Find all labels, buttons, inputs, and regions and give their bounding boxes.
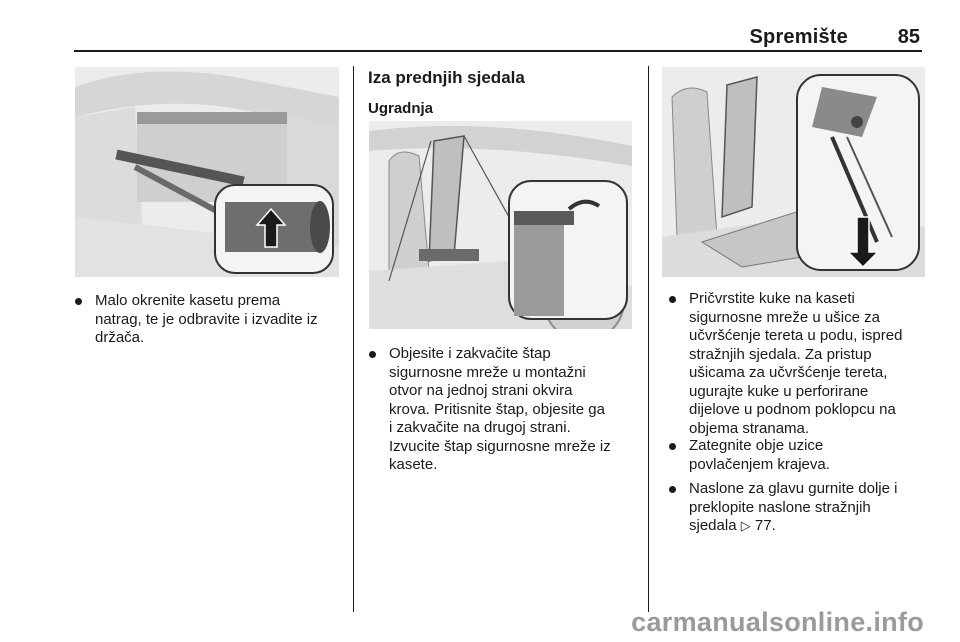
- column-divider-right: [648, 66, 649, 612]
- net-hook-floor-illustration: [662, 67, 925, 277]
- page-number: 85: [897, 26, 920, 48]
- roller-cassette-illustration: [75, 67, 339, 277]
- list-item-text: Zategnite obje uzice povlačenjem krajeva.: [689, 437, 830, 473]
- list-item: [75, 292, 345, 352]
- page-reference-number: 77.: [754, 517, 776, 534]
- list-item: [669, 437, 944, 477]
- list-item-text: [689, 480, 897, 536]
- list-item-text: Malo okrenite kasetu prema natrag, te je odbravite i izvadite iz držača.: [95, 292, 318, 346]
- bullet-icon: [669, 443, 676, 450]
- list-item-text: Objesite i zakvačite štap sigurnosne mreže u montažni otvor na jednoj strani okvira krova. Pritisnite štap, objesite ga i zakvačite na drugoj strani. Izvucite štap sigurnosne mreže iz kasete.: [389, 345, 611, 473]
- list-item-text-main: Naslone za glavu gurnite dolje i preklopite naslone stražnjih sjedala: [689, 480, 898, 534]
- list-item: [369, 345, 644, 480]
- page-title: Spremište: [749, 26, 848, 48]
- bullet-icon: [669, 486, 676, 493]
- subsection-title: Ugradnja: [368, 100, 434, 117]
- list-item: [669, 290, 944, 440]
- list-item-text: Pričvrstite kuke na kaseti sigurnosne mreže u ušice za učvršćenje tereta u podu, ispred stražnjih sjedala. Za pristup ušicama za učvršćenje tereta, ugurajte kuke u perforirane dijelove u podnom poklopcu na objema stranama.: [689, 290, 903, 437]
- bullet-icon: [669, 296, 676, 303]
- watermark: carmanualsonline.info: [631, 607, 924, 637]
- bullet-icon: [75, 298, 82, 305]
- section-title: Iza prednjih sjedala: [368, 68, 525, 87]
- page-reference-icon: ▷: [740, 518, 751, 533]
- page-header: [0, 0, 960, 52]
- bullet-icon: [369, 351, 376, 358]
- net-rod-installation-illustration: [369, 121, 632, 329]
- column-divider-left: [353, 66, 354, 612]
- header-rule: [74, 50, 922, 52]
- list-item: [669, 480, 944, 540]
